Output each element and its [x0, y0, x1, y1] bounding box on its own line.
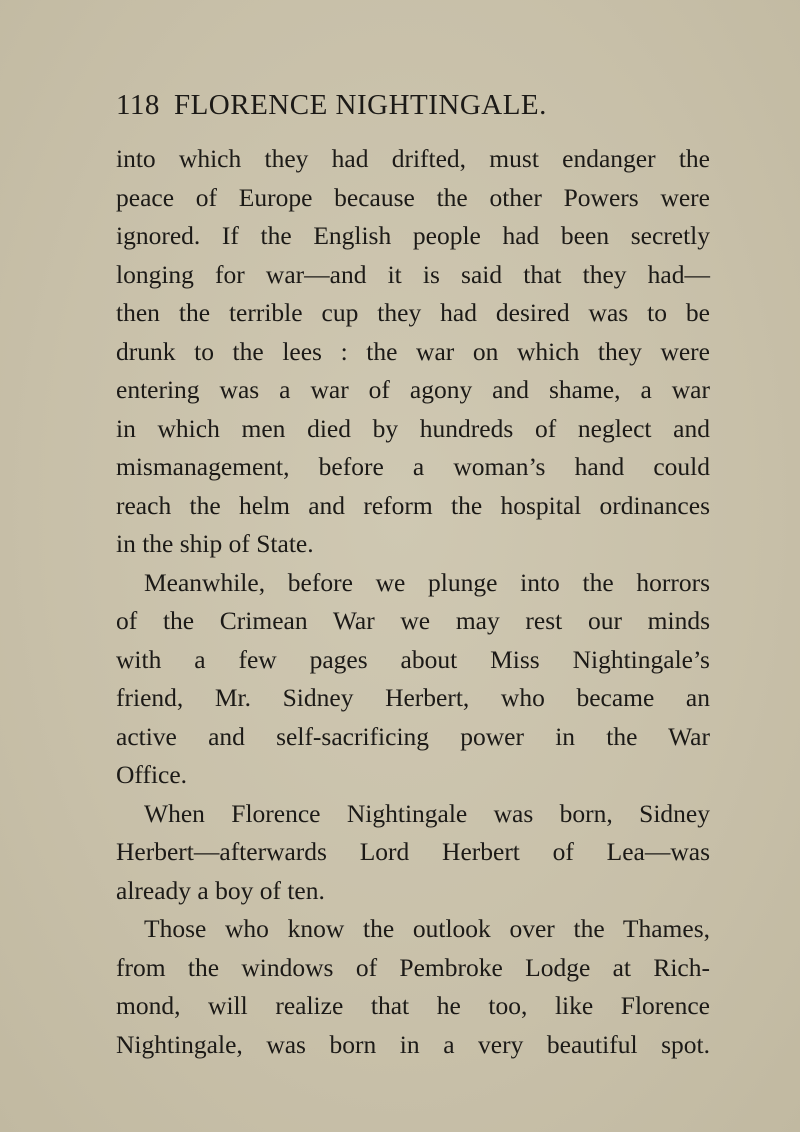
running-head [116, 88, 547, 122]
text-line-paragraph-start: When Florence Nightingale was born, Sidney [144, 798, 710, 828]
text-line: from the windows of Pembroke Lodge at Rich- [116, 952, 710, 982]
text-line: of the Crimean War we may rest our minds [116, 606, 710, 635]
text-line: entering was a war of agony and shame, a war [116, 375, 710, 404]
text-line: then the terrible cup they had desired was to be [116, 298, 710, 327]
text-line: peace of Europe because the other Powers were [116, 182, 710, 212]
text-line: reach the helm and reform the hospital ordinances [116, 490, 710, 520]
text-line-paragraph-end: in the ship of State. [116, 529, 314, 558]
text-line: ignored. If the English people had been secretly [116, 221, 710, 250]
text-line: friend, Mr. Sidney Herbert, who became an [116, 683, 710, 712]
page-number: 118 [116, 89, 160, 121]
text-line-paragraph-end: already a boy of ten. [116, 875, 325, 905]
text-line: in which men died by hundreds of neglect and [116, 413, 710, 443]
text-line-paragraph-start: Meanwhile, before we plunge into the horrors [144, 567, 710, 597]
running-title: FLORENCE NIGHTINGALE. [173, 89, 547, 121]
text-line: Nightingale, was born in a very beautiful spot. [116, 1029, 710, 1059]
text-line: with a few pages about Miss Nightingale’s [116, 644, 710, 674]
text-line-paragraph-start: Those who know the outlook over the Thames, [144, 914, 710, 943]
text-line: Herbert—afterwards Lord Herbert of Lea—was [116, 837, 710, 866]
text-line: mismanagement, before a woman’s hand could [116, 452, 710, 481]
text-line-paragraph-end: Office. [116, 760, 188, 789]
text-line: into which they had drifted, must endanger the [116, 144, 710, 173]
text-line: drunk to the lees : the war on which they were [116, 336, 710, 366]
text-line: longing for war—and it is said that they had— [116, 259, 710, 289]
body-text [116, 140, 710, 1064]
text-line: mond, will realize that he too, like Florence [116, 991, 710, 1020]
text-line: active and self-sacrificing power in the War [116, 721, 710, 751]
